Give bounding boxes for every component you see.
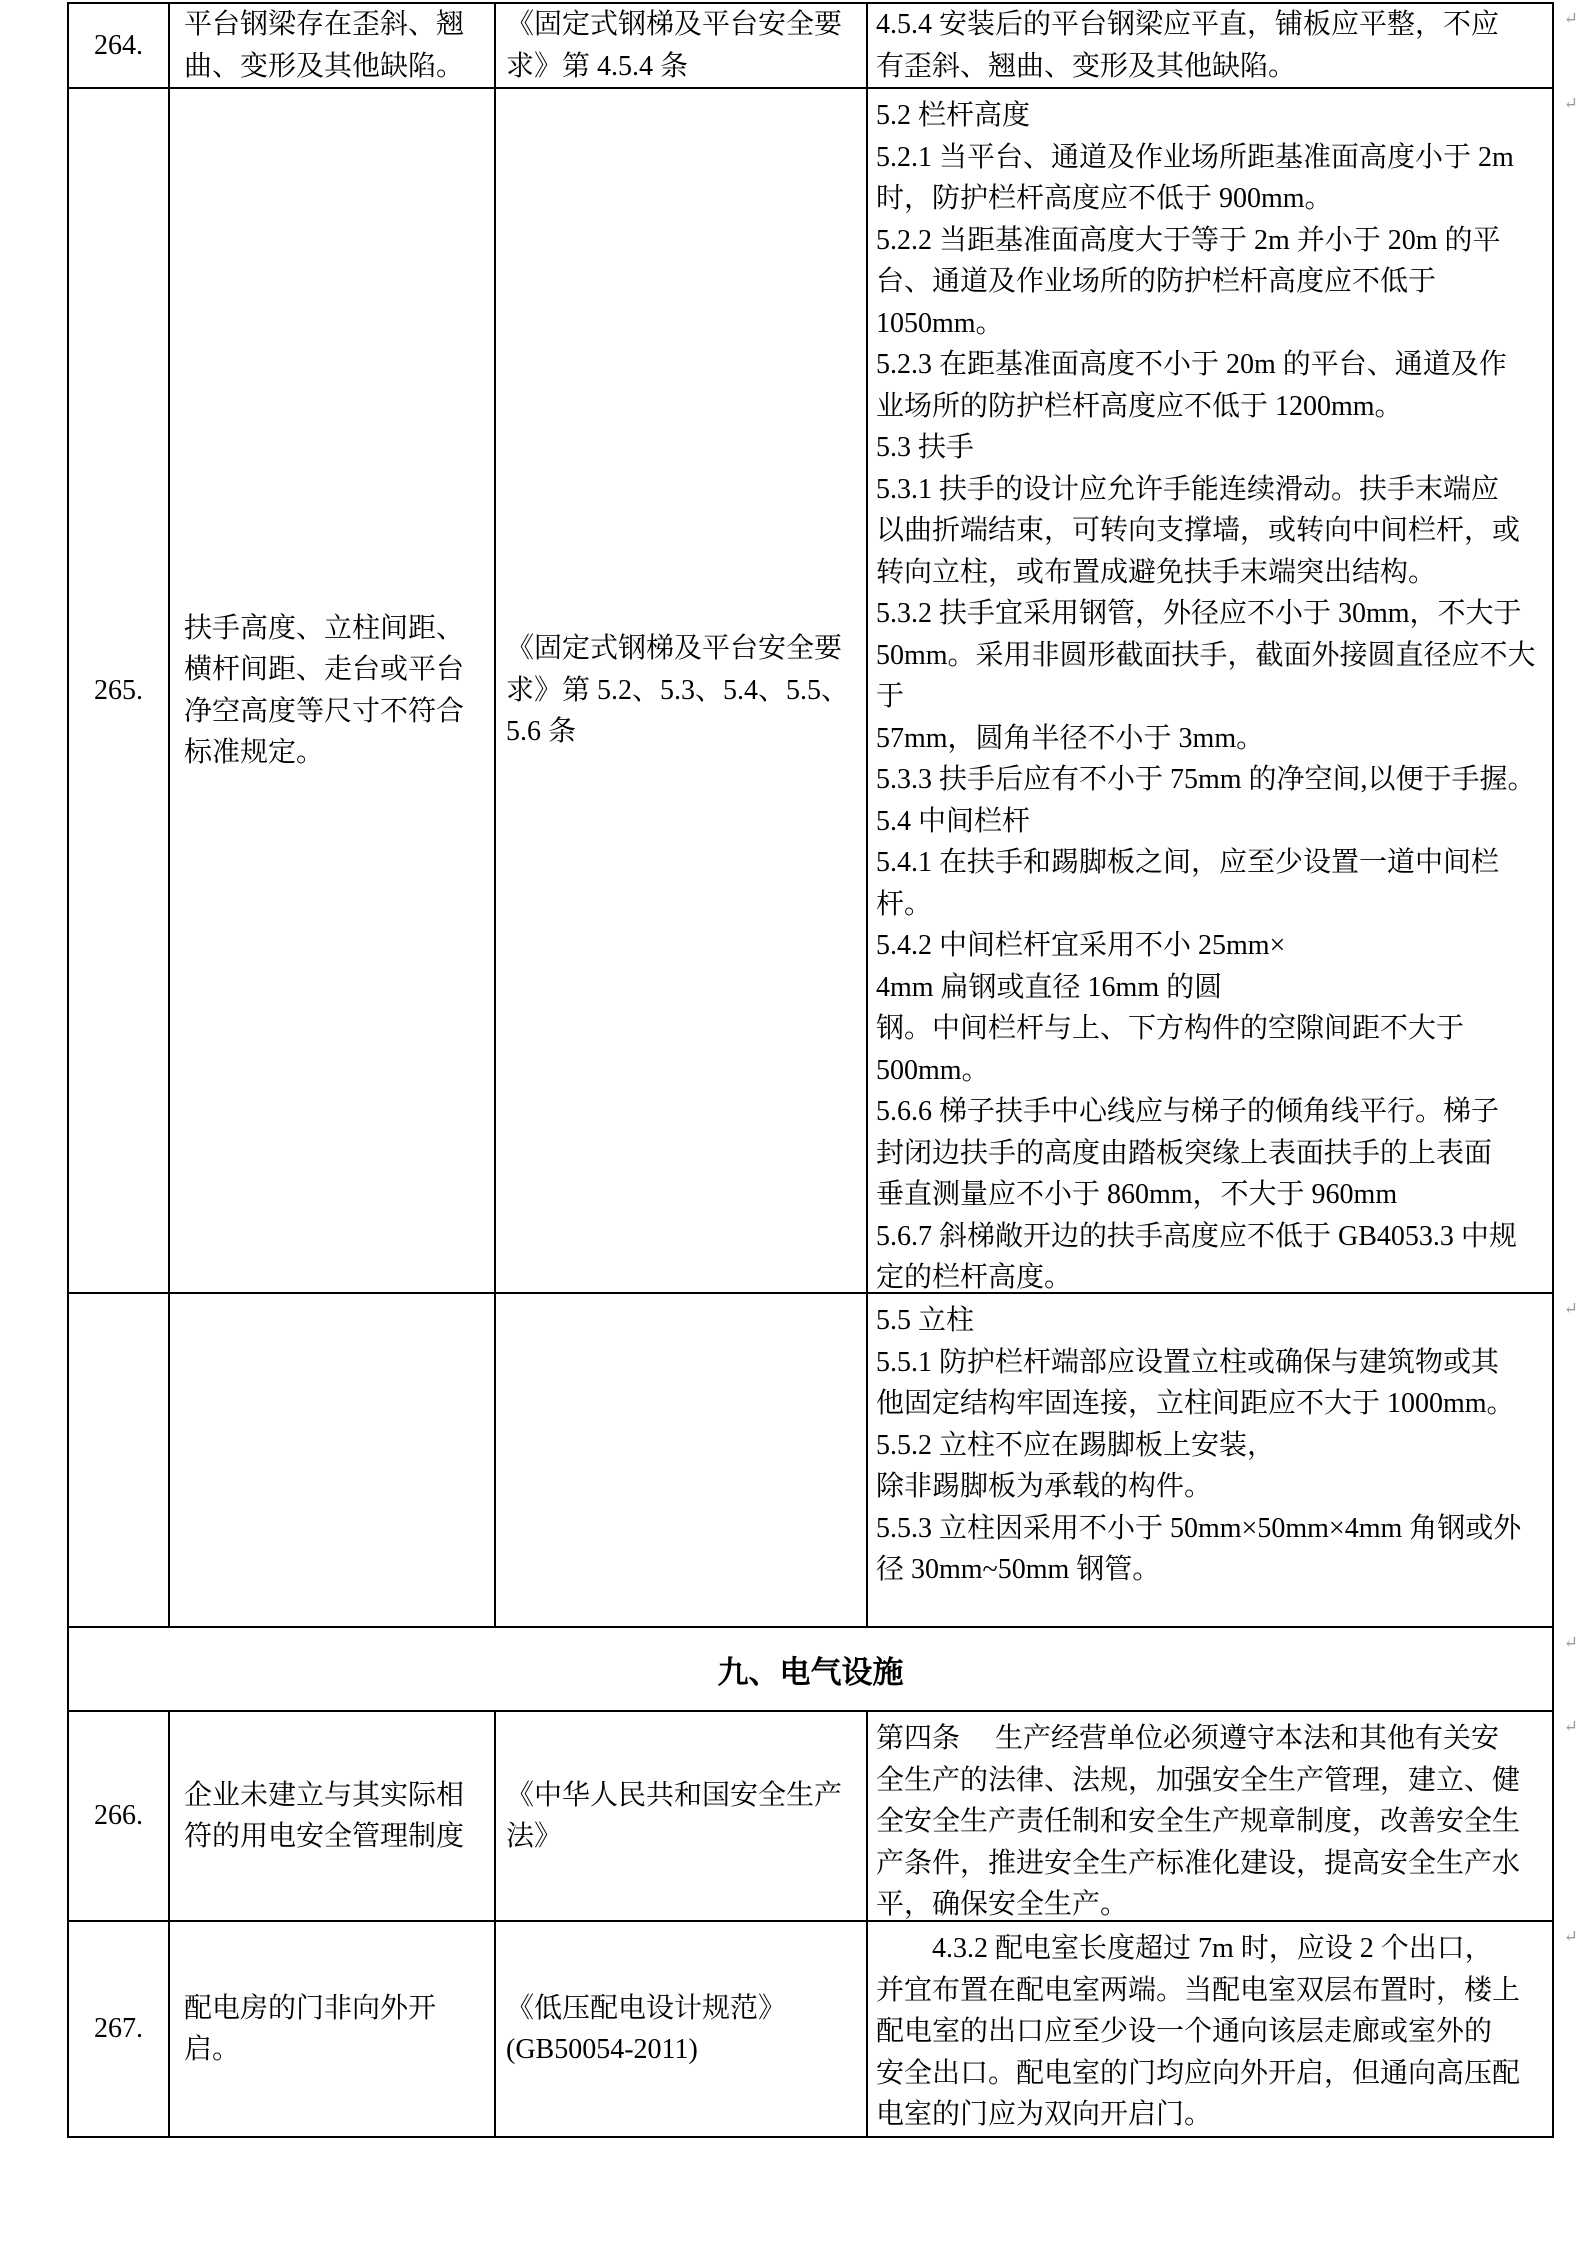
text-line: 5.2.1 当平台、通道及作业场所距基准面高度小于 2m — [876, 141, 1514, 173]
text-line: 启。 — [184, 2034, 241, 2065]
text-line: 垂直测量应不小于 860mm，不大于 960mm — [876, 1179, 1398, 1210]
section-header-row — [69, 1626, 1578, 1710]
text-line: 50mm。采用非圆形截面扶手，截面外接圆直径应不大 — [876, 639, 1536, 671]
text-line: 曲、变形及其他缺陷。 — [184, 50, 465, 82]
text-line: 4.5.4 安装后的平台钢梁应平直，铺板应平整，不应 — [876, 9, 1500, 40]
text-line: (GB50054-2011) — [506, 2034, 698, 2065]
text-line: 扶手高度、立柱间距、 — [184, 612, 465, 644]
text-line: 5.3.2 扶手宜采用钢管，外径应不小于 30mm，不大于 — [876, 598, 1522, 629]
text-line: 5.6.7 斜梯敞开边的扶手高度应不低于 GB4053.3 中规 — [876, 1220, 1517, 1252]
text-line: 台、通道及作业场所的防护栏杆高度应不低于 — [876, 266, 1437, 297]
paragraph-mark-icon: ↵ — [1563, 1633, 1578, 1652]
text-line: 5.3 扶手 — [876, 432, 975, 463]
text-line: 5.3.1 扶手的设计应允许手能连续滑动。扶手末端应 — [876, 473, 1500, 505]
text-line: 平台钢梁存在歪斜、翘 — [184, 9, 465, 40]
text-line: 横杆间距、走台或平台 — [184, 654, 465, 685]
text-line: 5.4.2 中间栏杆宜采用不小 25mm× — [876, 930, 1286, 961]
paragraph-mark-icon: ↵ — [1563, 94, 1578, 113]
text-line: 4.3.2 配电室长度超过 7m 时，应设 2 个出口， — [876, 1933, 1493, 1964]
text-line: 他固定结构牢固连接，立柱间距应不大于 1000mm。 — [876, 1388, 1515, 1419]
text-line: 有歪斜、翘曲、变形及其他缺陷。 — [876, 50, 1297, 82]
text-line: 安全出口。配电室的门均应向外开启，但通向高压配 — [876, 2057, 1521, 2089]
text-line: 配电房的门非向外开 — [184, 1992, 437, 2024]
row-264-basis-cell — [494, 4, 866, 87]
table-row-265-continued — [69, 1292, 1578, 1626]
row-266-problem-cell — [168, 1712, 494, 1920]
row-266-basis-cell — [494, 1712, 866, 1920]
text-line: 《中华人民共和国安全生产 — [506, 1779, 843, 1811]
text-line: 5.3.3 扶手后应有不小于 75mm 的净空间,以便于手握。 — [876, 764, 1536, 795]
row-cont-problem-cell — [168, 1294, 494, 1626]
text-line: 平，确保安全生产。 — [876, 1889, 1129, 1920]
text-line: 5.6.6 梯子扶手中心线应与梯子的倾角线平行。梯子 — [876, 1096, 1500, 1127]
text-line: 产条件，推进安全生产标准化建设，提高安全生产水 — [876, 1847, 1521, 1879]
text-line: 径 30mm~50mm 钢管。 — [876, 1554, 1161, 1585]
row-264-content-cell — [866, 4, 1552, 87]
text-line: 并宜布置在配电室两端。当配电室双层布置时，楼上 — [876, 1974, 1521, 2006]
row-267-basis-cell — [494, 1922, 866, 2136]
row-number: 265. — [94, 674, 143, 706]
table-row-266 — [69, 1710, 1578, 1920]
row-265-basis-cell — [494, 89, 866, 1292]
text-line: 业场所的防护栏杆高度应不低于 1200mm。 — [876, 390, 1403, 422]
text-line: 杆。 — [876, 888, 933, 920]
text-line: 除非踢脚板为承载的构件。 — [876, 1471, 1213, 1502]
text-line: 法》 — [506, 1821, 563, 1852]
row-cont-number-cell — [69, 1294, 168, 1626]
text-line: 封闭边扶手的高度由踏板突缘上表面扶手的上表面 — [876, 1137, 1493, 1169]
text-line: 以曲折端结束，可转向支撑墙，或转向中间栏杆，或 — [876, 515, 1521, 546]
table-row-265 — [69, 87, 1578, 1292]
row-266-number-cell — [69, 1712, 168, 1920]
text-line: 时，防护栏杆高度应不低于 900mm。 — [876, 183, 1333, 214]
text-line: 5.5.2 立柱不应在踢脚板上安装， — [876, 1429, 1276, 1461]
text-line: 电室的门应为双向开启门。 — [876, 2099, 1213, 2130]
paragraph-mark-icon: ↵ — [1563, 1717, 1578, 1736]
row-number: 264. — [94, 29, 143, 61]
section-title: 九、电气设施 — [717, 1654, 904, 1690]
row-cont-basis-cell — [494, 1294, 866, 1626]
text-line: 第四条 生产经营单位必须遵守本法和其他有关安 — [876, 1723, 1500, 1754]
text-line: 于 — [876, 681, 905, 712]
text-line: 5.2.3 在距基准面高度不小于 20m 的平台、通道及作 — [876, 349, 1507, 380]
text-line: 求》第 4.5.4 条 — [506, 50, 689, 82]
text-line: 500mm。 — [876, 1054, 990, 1086]
table-row-267 — [69, 1920, 1578, 2136]
text-line: 净空高度等尺寸不符合 — [184, 695, 465, 727]
text-line: 5.6 条 — [506, 716, 577, 748]
text-line: 5.2.2 当距基准面高度大于等于 2m 并小于 20m 的平 — [876, 224, 1501, 256]
text-line: 求》第 5.2、5.3、5.4、5.5、 — [506, 674, 850, 706]
paragraph-mark-icon: ↵ — [1563, 1299, 1578, 1318]
text-line: 全生产的法律、法规，加强安全生产管理，建立、健 — [876, 1764, 1521, 1796]
text-line: 4mm 扁钢或直径 16mm 的圆 — [876, 971, 1223, 1003]
text-line: 5.2 栏杆高度 — [876, 100, 1031, 131]
text-line: 57mm，圆角半径不小于 3mm。 — [876, 722, 1265, 754]
row-267-number-cell — [69, 1922, 168, 2136]
text-line: 全安全生产责任制和安全生产规章制度，改善安全生 — [876, 1806, 1521, 1837]
paragraph-mark-icon: ↵ — [1563, 9, 1578, 28]
text-line: 5.4.1 在扶手和踢脚板之间，应至少设置一道中间栏 — [876, 847, 1500, 878]
row-267-problem-cell — [168, 1922, 494, 2136]
text-line: 企业未建立与其实际相 — [184, 1779, 465, 1811]
text-line: 《固定式钢梯及平台安全要 — [506, 633, 843, 665]
row-264-number-cell — [69, 4, 168, 87]
regulation-table — [67, 2, 1578, 2138]
text-line: 符的用电安全管理制度 — [184, 1821, 465, 1852]
text-line: 5.5 立柱 — [876, 1305, 975, 1336]
row-264-problem-cell — [168, 4, 494, 87]
row-265-problem-cell — [168, 89, 494, 1292]
text-line: 5.5.1 防护栏杆端部应设置立柱或确保与建筑物或其 — [876, 1346, 1500, 1378]
text-line: 《低压配电设计规范》 — [506, 1992, 787, 2024]
table-row-264 — [69, 4, 1578, 87]
row-cont-content-cell — [866, 1294, 1552, 1626]
text-line: 5.4 中间栏杆 — [876, 805, 1031, 837]
text-line: 转向立柱，或布置成避免扶手末端突出结构。 — [876, 556, 1437, 588]
row-265-number-cell — [69, 89, 168, 1292]
row-266-content-cell — [866, 1712, 1552, 1920]
text-line: 标准规定。 — [184, 737, 325, 768]
paragraph-mark-icon: ↵ — [1563, 1927, 1578, 1946]
text-line: 1050mm。 — [876, 307, 1004, 339]
row-number: 267. — [94, 2013, 143, 2045]
text-line: 定的栏杆高度。 — [876, 1262, 1073, 1292]
text-line: 钢。中间栏杆与上、下方构件的空隙间距不大于 — [876, 1013, 1465, 1044]
text-line: 《固定式钢梯及平台安全要 — [506, 9, 843, 40]
row-number: 266. — [94, 1800, 143, 1832]
row-267-content-cell — [866, 1922, 1552, 2136]
row-265-content-cell — [866, 89, 1552, 1292]
text-line: 5.5.3 立柱因采用不小于 50mm×50mm×4mm 角钢或外 — [876, 1512, 1522, 1544]
text-line: 配电室的出口应至少设一个通向该层走廊或室外的 — [876, 2016, 1493, 2047]
